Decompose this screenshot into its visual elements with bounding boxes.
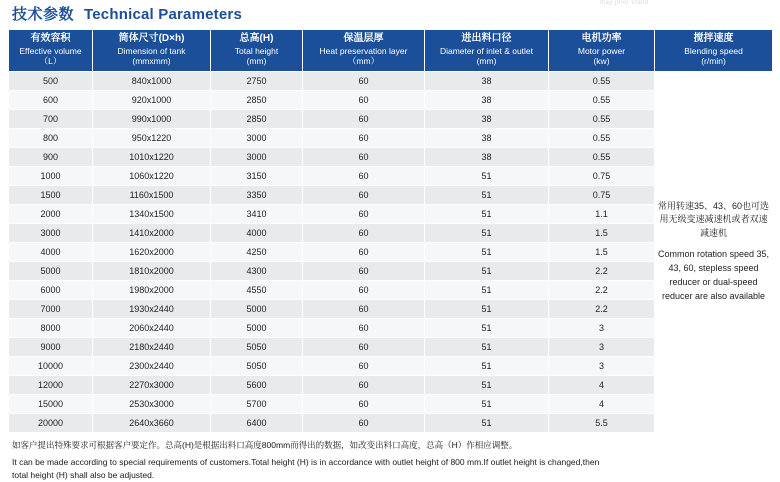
cell-inlet-outlet: 51 xyxy=(425,261,549,280)
cell-dimension: 2270x3000 xyxy=(93,375,211,394)
cell-dimension: 840x1000 xyxy=(93,71,211,90)
col-heat-preservation-layer-unit: （mm） xyxy=(347,56,380,67)
cell-inlet-outlet: 51 xyxy=(425,413,549,432)
cell-dimension: 1410x2000 xyxy=(93,223,211,242)
col-heat-preservation-layer-en: Heat preservation layer xyxy=(319,45,408,56)
col-dimension-of-tank-cn: 筒体尺寸(D×h) xyxy=(118,33,185,44)
cell-total-height: 2850 xyxy=(211,109,303,128)
cell-heat-layer: 60 xyxy=(303,337,425,356)
col-blending-speed xyxy=(655,30,773,72)
cell-inlet-outlet: 51 xyxy=(425,299,549,318)
cell-dimension: 1010x1220 xyxy=(93,147,211,166)
cell-effective-volume: 4000 xyxy=(9,242,93,261)
cell-inlet-outlet: 51 xyxy=(425,166,549,185)
cell-dimension: 990x1000 xyxy=(93,109,211,128)
cell-motor-power: 0.55 xyxy=(549,147,655,166)
cell-effective-volume: 7000 xyxy=(9,299,93,318)
col-blending-speed-cn: 搅拌速度 xyxy=(693,33,734,44)
col-total-height-cn: 总高(H) xyxy=(239,33,274,44)
cell-heat-layer: 60 xyxy=(303,166,425,185)
cell-motor-power: 1.5 xyxy=(549,223,655,242)
col-motor-power-cn: 电机功率 xyxy=(581,33,622,44)
cell-heat-layer: 60 xyxy=(303,147,425,166)
col-blending-speed-en: Blending speed xyxy=(684,45,743,56)
cell-dimension: 1810x2000 xyxy=(93,261,211,280)
cell-total-height: 5700 xyxy=(211,394,303,413)
cell-motor-power: 2.2 xyxy=(549,280,655,299)
cell-total-height: 4000 xyxy=(211,223,303,242)
cell-motor-power: 0.55 xyxy=(549,90,655,109)
cell-inlet-outlet: 51 xyxy=(425,185,549,204)
cell-heat-layer: 60 xyxy=(303,280,425,299)
cell-effective-volume: 1000 xyxy=(9,166,93,185)
cell-heat-layer: 60 xyxy=(303,90,425,109)
cell-motor-power: 0.55 xyxy=(549,71,655,90)
cell-inlet-outlet: 51 xyxy=(425,242,549,261)
cell-inlet-outlet: 38 xyxy=(425,147,549,166)
cell-inlet-outlet: 38 xyxy=(425,71,549,90)
cell-motor-power: 4 xyxy=(549,394,655,413)
col-inlet-outlet-diameter-cn: 进出料口径 xyxy=(461,33,512,44)
cell-dimension: 2640x3660 xyxy=(93,413,211,432)
cell-heat-layer: 60 xyxy=(303,413,425,432)
cell-heat-layer: 60 xyxy=(303,223,425,242)
cell-total-height: 5000 xyxy=(211,299,303,318)
cell-heat-layer: 60 xyxy=(303,185,425,204)
cell-total-height: 2750 xyxy=(211,71,303,90)
cell-effective-volume: 800 xyxy=(9,128,93,147)
cell-total-height: 3350 xyxy=(211,185,303,204)
cell-heat-layer: 60 xyxy=(303,299,425,318)
cell-motor-power: 2.2 xyxy=(549,261,655,280)
cell-dimension: 950x1220 xyxy=(93,128,211,147)
page-title xyxy=(8,0,772,29)
cell-effective-volume: 1500 xyxy=(9,185,93,204)
cell-heat-layer: 60 xyxy=(303,128,425,147)
cell-dimension: 2530x3000 xyxy=(93,394,211,413)
cell-total-height: 5000 xyxy=(211,318,303,337)
cell-heat-layer: 60 xyxy=(303,204,425,223)
col-dimension-of-tank xyxy=(93,30,211,72)
cell-effective-volume: 6000 xyxy=(9,280,93,299)
col-inlet-outlet-diameter-unit: (mm) xyxy=(476,56,497,67)
cell-heat-layer: 60 xyxy=(303,356,425,375)
cell-total-height: 2850 xyxy=(211,90,303,109)
col-total-height-unit: (mm) xyxy=(246,56,267,67)
cell-heat-layer: 60 xyxy=(303,318,425,337)
cell-effective-volume: 9000 xyxy=(9,337,93,356)
cell-effective-volume: 2000 xyxy=(9,204,93,223)
cell-dimension: 1060x1220 xyxy=(93,166,211,185)
cell-total-height: 3000 xyxy=(211,128,303,147)
cell-inlet-outlet: 51 xyxy=(425,280,549,299)
cell-effective-volume: 8000 xyxy=(9,318,93,337)
cell-heat-layer: 60 xyxy=(303,261,425,280)
cell-heat-layer: 60 xyxy=(303,394,425,413)
cell-motor-power: 2.2 xyxy=(549,299,655,318)
cell-heat-layer: 60 xyxy=(303,375,425,394)
footnotes xyxy=(8,439,772,482)
blending-speed-note-cn: 常用转速35、43、60也可选用无级变速减速机或者双速减速机 xyxy=(657,200,770,238)
col-dimension-of-tank-en: Dimension of tank xyxy=(117,45,186,56)
cell-effective-volume: 15000 xyxy=(9,394,93,413)
cell-dimension: 920x1000 xyxy=(93,90,211,109)
cell-dimension: 1160x1500 xyxy=(93,185,211,204)
cell-total-height: 4250 xyxy=(211,242,303,261)
cell-dimension: 1980x2000 xyxy=(93,280,211,299)
cell-inlet-outlet: 38 xyxy=(425,90,549,109)
page-title-en: Technical Parameters xyxy=(84,6,242,23)
cell-motor-power: 5.5 xyxy=(549,413,655,432)
cell-effective-volume: 600 xyxy=(9,90,93,109)
col-total-height xyxy=(211,30,303,72)
cell-motor-power: 0.55 xyxy=(549,109,655,128)
cell-motor-power: 3 xyxy=(549,356,655,375)
cell-inlet-outlet: 51 xyxy=(425,318,549,337)
cell-inlet-outlet: 51 xyxy=(425,337,549,356)
cell-heat-layer: 60 xyxy=(303,71,425,90)
col-heat-preservation-layer-cn: 保温层厚 xyxy=(343,33,384,44)
cell-inlet-outlet: 51 xyxy=(425,375,549,394)
cell-heat-layer: 60 xyxy=(303,109,425,128)
page-title-cn: 技术参数 xyxy=(12,6,75,23)
footnote-en-line1: It can be made according to special requirements of customers.Total height (H) is in accordance with outlet height of 800 mm.If outlet height is changed,then xyxy=(12,456,600,467)
cell-motor-power: 1.1 xyxy=(549,204,655,223)
specifications-table xyxy=(8,29,773,433)
cell-inlet-outlet: 51 xyxy=(425,204,549,223)
col-heat-preservation-layer xyxy=(303,30,425,72)
cell-inlet-outlet: 51 xyxy=(425,394,549,413)
col-effective-volume-en: Effective volume xyxy=(19,45,82,56)
cell-dimension: 2180x2440 xyxy=(93,337,211,356)
footnote-en-line2: total height (H) shall also be adjusted. xyxy=(12,470,155,481)
cell-motor-power: 3 xyxy=(549,337,655,356)
col-motor-power xyxy=(549,30,655,72)
footnote-cn: 如客户提出特殊要求可根据客户要定作。总高(H)是根据出料口高度800mm而得出的数据，如改变出料口高度，总高（H）作相应调整。 xyxy=(12,439,518,450)
cell-dimension: 1930x2440 xyxy=(93,299,211,318)
cell-effective-volume: 3000 xyxy=(9,223,93,242)
cell-effective-volume: 900 xyxy=(9,147,93,166)
cell-motor-power: 1.5 xyxy=(549,242,655,261)
cell-motor-power: 0.55 xyxy=(549,128,655,147)
cell-motor-power: 0.75 xyxy=(549,166,655,185)
cell-dimension: 2300x2440 xyxy=(93,356,211,375)
cell-total-height: 5050 xyxy=(211,337,303,356)
col-effective-volume-unit: （L） xyxy=(39,56,62,67)
cell-effective-volume: 500 xyxy=(9,71,93,90)
cell-dimension: 1620x2000 xyxy=(93,242,211,261)
col-inlet-outlet-diameter-en: Diameter of inlet & outlet xyxy=(439,45,534,56)
cell-dimension: 2060x2440 xyxy=(93,318,211,337)
cell-effective-volume: 5000 xyxy=(9,261,93,280)
cell-total-height: 3000 xyxy=(211,147,303,166)
table-header-row xyxy=(9,30,773,72)
col-blending-speed-unit: (r/min) xyxy=(701,56,726,67)
cell-motor-power: 3 xyxy=(549,318,655,337)
cell-inlet-outlet: 51 xyxy=(425,223,549,242)
col-dimension-of-tank-unit: (mmxmm) xyxy=(132,56,171,67)
col-motor-power-unit: (kw) xyxy=(593,56,610,67)
cell-inlet-outlet: 51 xyxy=(425,356,549,375)
cell-total-height: 4550 xyxy=(211,280,303,299)
cell-effective-volume: 12000 xyxy=(9,375,93,394)
cell-inlet-outlet: 38 xyxy=(425,109,549,128)
col-inlet-outlet-diameter xyxy=(425,30,549,72)
cell-motor-power: 4 xyxy=(549,375,655,394)
cell-effective-volume: 20000 xyxy=(9,413,93,432)
ghost-watermark-text: may prior stand xyxy=(600,0,649,6)
blending-speed-note xyxy=(655,71,773,432)
cell-total-height: 5050 xyxy=(211,356,303,375)
col-effective-volume-cn: 有效容积 xyxy=(30,33,71,44)
cell-total-height: 6400 xyxy=(211,413,303,432)
cell-total-height: 3150 xyxy=(211,166,303,185)
table-row xyxy=(9,71,773,90)
cell-dimension: 1340x1500 xyxy=(93,204,211,223)
col-motor-power-en: Motor power xyxy=(577,45,626,56)
table-body xyxy=(9,71,773,432)
cell-effective-volume: 10000 xyxy=(9,356,93,375)
cell-total-height: 3410 xyxy=(211,204,303,223)
cell-total-height: 4300 xyxy=(211,261,303,280)
col-total-height-en: Total height xyxy=(234,45,279,56)
cell-total-height: 5600 xyxy=(211,375,303,394)
cell-motor-power: 0.75 xyxy=(549,185,655,204)
cell-effective-volume: 700 xyxy=(9,109,93,128)
cell-heat-layer: 60 xyxy=(303,242,425,261)
col-effective-volume xyxy=(9,30,93,72)
cell-inlet-outlet: 38 xyxy=(425,128,549,147)
blending-speed-note-en: Common rotation speed 35, 43, 60, stepless speed reducer or dual-speed reducer are also available xyxy=(657,249,770,301)
